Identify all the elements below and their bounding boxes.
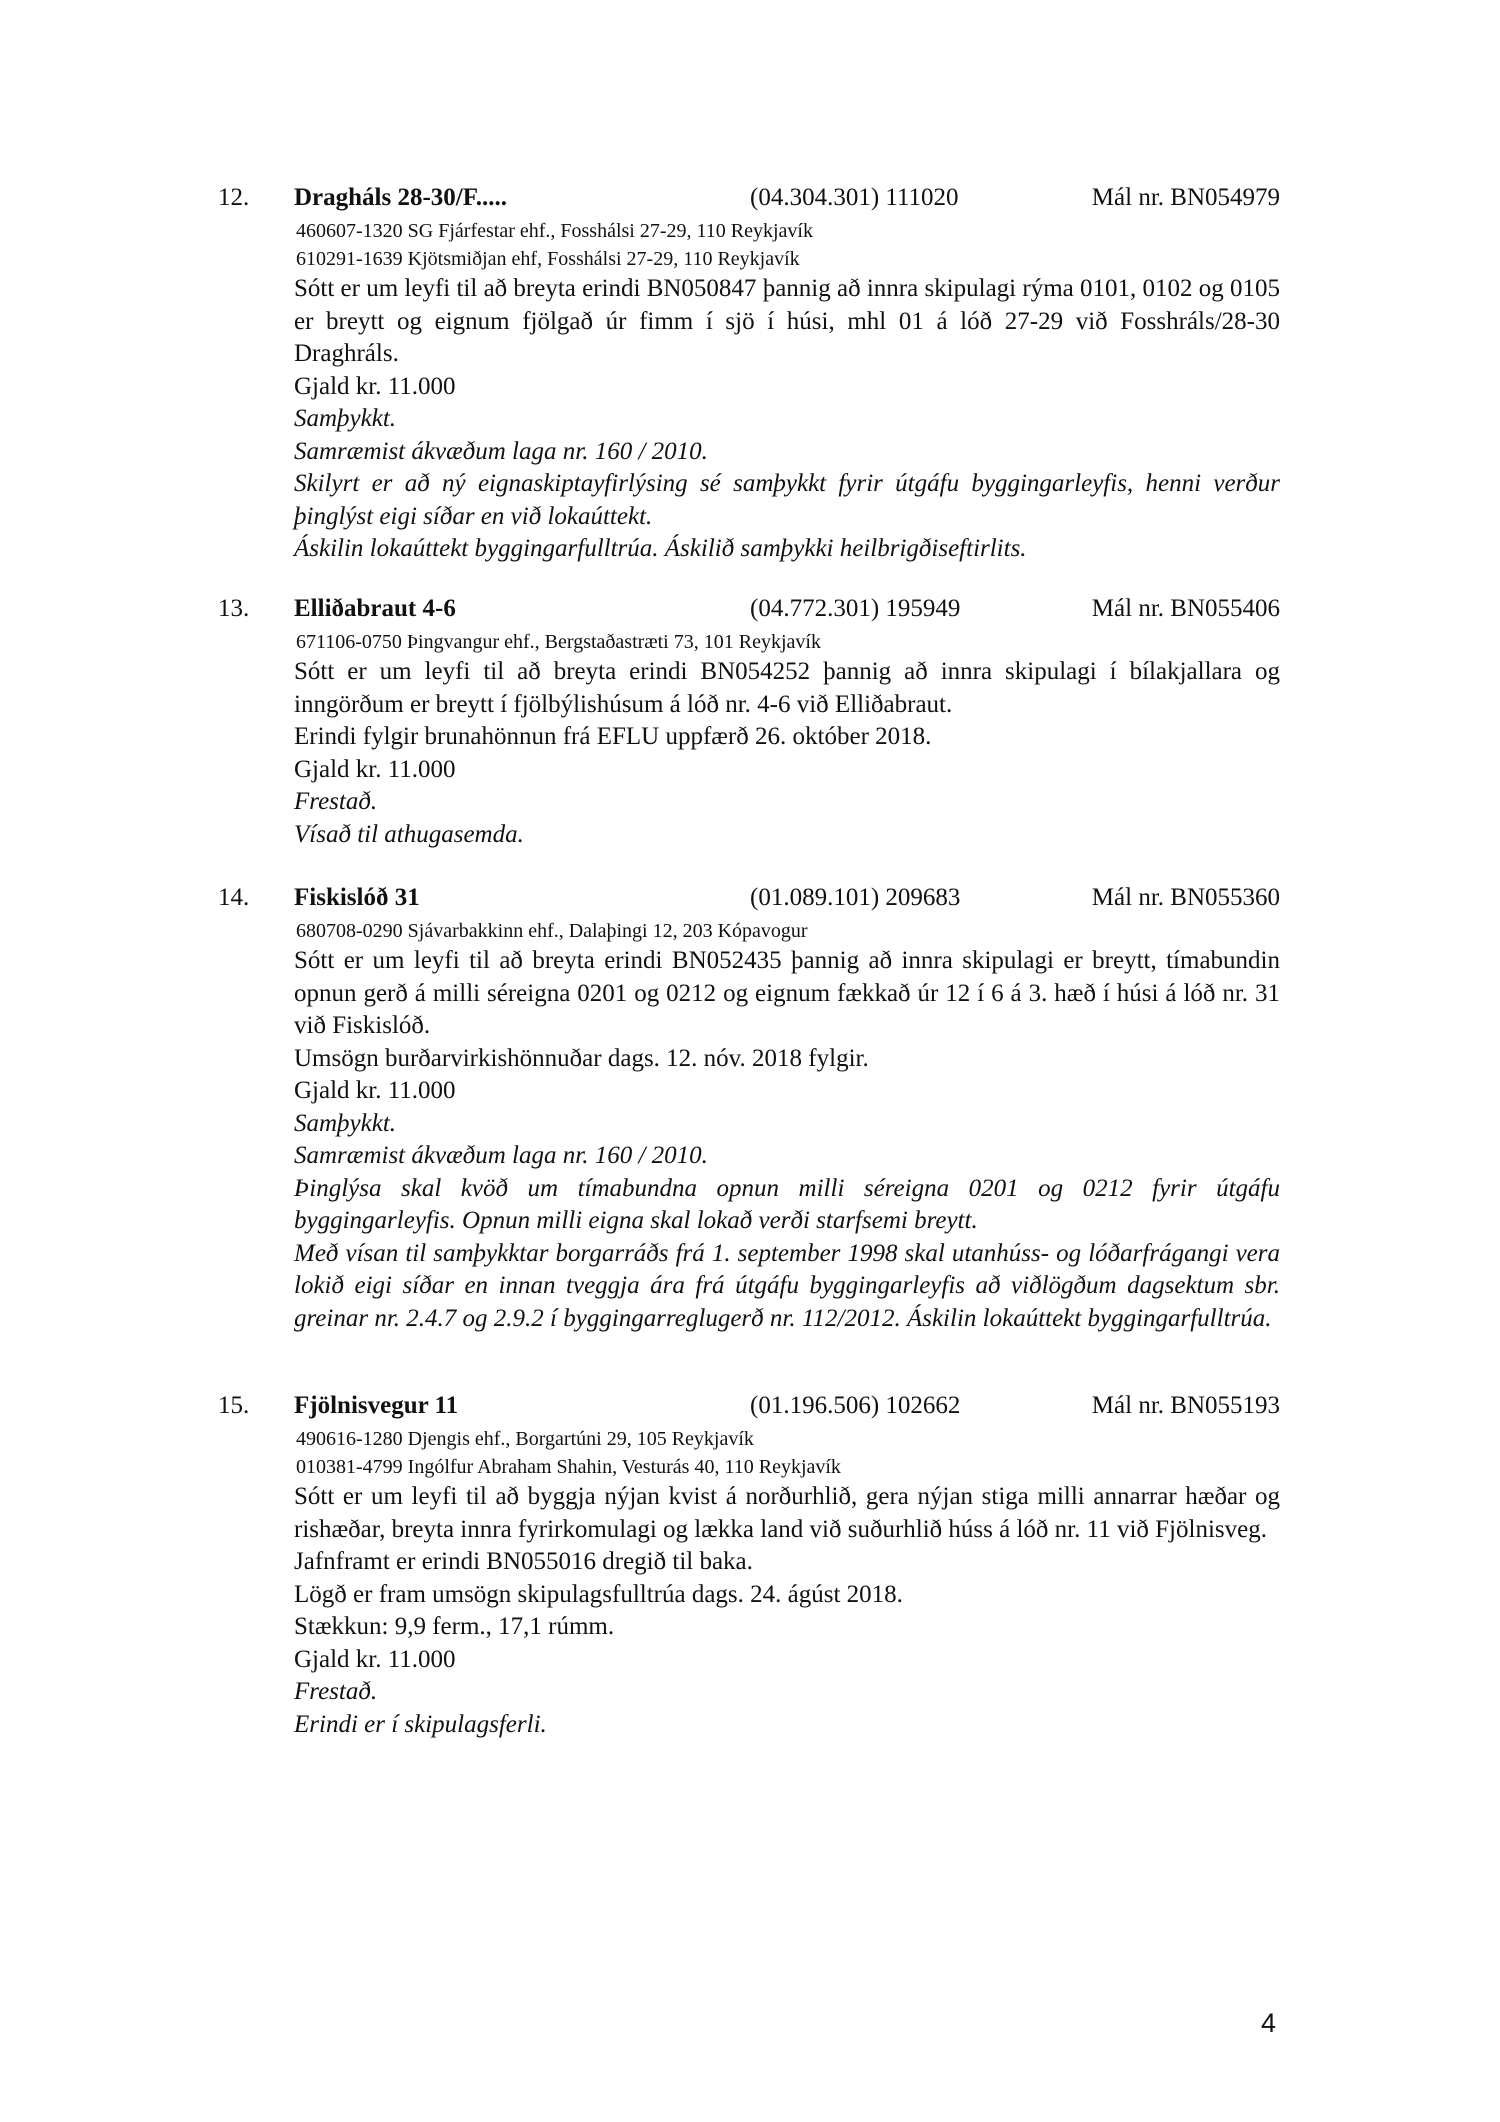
case-header bbox=[218, 879, 1280, 917]
item-number: 12. bbox=[218, 184, 250, 211]
property-code: (01.089.101) 209683 bbox=[750, 884, 961, 911]
decision: Samþykkt. bbox=[294, 405, 397, 432]
decision: Frestað. bbox=[294, 1678, 378, 1705]
case-number: Mál nr. BN055360 bbox=[1091, 884, 1280, 911]
decision: Samþykkt. bbox=[294, 1109, 397, 1137]
owner-line: 671106-0750 Þingvangur ehf., Bergstaðastræti 73, 101 Reykjavík bbox=[296, 631, 821, 653]
note: Stækkun: 9,9 ferm., 17,1 rúmm. bbox=[294, 1613, 615, 1640]
item-title: Fjölnisvegur 11 bbox=[294, 1392, 459, 1419]
case-number: Mál nr. BN055193 bbox=[1091, 1392, 1280, 1419]
fee: Gjald kr. 11.000 bbox=[294, 1645, 456, 1673]
owner-line: 680708-0290 Sjávarbakkinn ehf., Dalaþingi 12, 203 Kópavogur bbox=[296, 920, 808, 942]
case-item bbox=[218, 1387, 1280, 1741]
description: Sótt er um leyfi til að byggja nýjan kvist á norðurhlið, gera nýjan stiga milli annarrar hæðar og rishæðar, breyta innra fyrirkomulagi og lækka land við suðurhlið húss á lóð nr. 11 við Fjölnisveg. bbox=[294, 1483, 1280, 1543]
description: Sótt er um leyfi til að breyta erindi BN054252 þannig að innra skipulagi í bílakjallara og inngörðum er breytt í fjölbýlishúsum á lóð nr. 4-6 við Elliðabraut. bbox=[294, 658, 1280, 718]
fee: Gjald kr. 11.000 bbox=[294, 372, 456, 400]
case-item bbox=[218, 879, 1280, 1335]
property-code: (01.196.506) 102662 bbox=[750, 1392, 961, 1419]
note: Umsögn burðarvirkishönnuðar dags. 12. nóv. 2018 fylgir. bbox=[294, 1044, 869, 1072]
decision: Frestað. bbox=[294, 788, 378, 815]
note: Lögð er fram umsögn skipulagsfulltrúa dags. 24. ágúst 2018. bbox=[294, 1580, 903, 1608]
item-title: Fiskislóð 31 bbox=[294, 884, 420, 911]
decision: Erindi er í skipulagsferli. bbox=[294, 1710, 547, 1738]
case-number: Mál nr. BN055406 bbox=[1091, 595, 1280, 622]
case-item bbox=[218, 590, 1280, 851]
fee: Gjald kr. 11.000 bbox=[294, 1077, 456, 1104]
note: Erindi fylgir brunahönnun frá EFLU uppfærð 26. október 2018. bbox=[294, 723, 932, 750]
owner-line: 490616-1280 Djengis ehf., Borgartúni 29, 105 Reykjavík bbox=[296, 1428, 754, 1450]
fee: Gjald kr. 11.000 bbox=[294, 755, 456, 783]
decision: Skilyrt er að ný eignaskiptayfirlýsing sé samþykkt fyrir útgáfu byggingarleyfis, henni verður þinglýst eigi síðar en við lokaúttekt. bbox=[294, 470, 1280, 530]
decision: Með vísan til samþykktar borgarráðs frá 1. september 1998 skal utanhúss- og lóðarfrágangi vera lokið eigi síðar en innan tveggja ára frá útgáfu byggingarleyfis að viðlögðum dagsektum sbr. greinar nr. 2.4.7 og 2.9.2 í byggingarreglugerð nr. 112/2012. Áskilin lokaúttekt byggingarfulltrúa. bbox=[294, 1239, 1280, 1332]
case-header bbox=[218, 1387, 1280, 1425]
item-title: Dragháls 28-30/F..... bbox=[294, 184, 507, 211]
description: Sótt er um leyfi til að breyta erindi BN050847 þannig að innra skipulagi rýma 0101, 0102 og 0105 er breytt og eignum fjölgað úr fimm í sjö í húsi, mhl 01 á lóð 27-29 við Fosshráls/28-30 Draghráls. bbox=[294, 275, 1280, 367]
owner-line: 610291-1639 Kjötsmiðjan ehf, Fosshálsi 27-29, 110 Reykjavík bbox=[296, 248, 800, 270]
case-item bbox=[218, 179, 1280, 566]
decision: Þinglýsa skal kvöð um tímabundna opnun milli séreigna 0201 og 0212 fyrir útgáfu byggingarleyfis. Opnun milli eigna skal lokað verði starfsemi breytt. bbox=[294, 1174, 1280, 1234]
case-number: Mál nr. BN054979 bbox=[1091, 184, 1280, 211]
property-code: (04.304.301) 111020 bbox=[750, 184, 959, 211]
item-title: Elliðabraut 4-6 bbox=[294, 595, 456, 622]
case-header bbox=[218, 179, 1280, 217]
case-header bbox=[218, 590, 1280, 628]
decision: Samræmist ákvæðum laga nr. 160 / 2010. bbox=[294, 1142, 708, 1169]
item-number: 14. bbox=[218, 884, 250, 911]
page-number: 4 bbox=[1261, 2008, 1277, 2038]
owner-line: 460607-1320 SG Fjárfestar ehf., Fosshálsi 27-29, 110 Reykjavík bbox=[296, 220, 813, 242]
item-number: 15. bbox=[218, 1392, 250, 1419]
description: Sótt er um leyfi til að breyta erindi BN052435 þannig að innra skipulagi er breytt, tímabundin opnun gerð á milli séreigna 0201 og 0212 og eignum fækkað úr 12 í 6 á 3. hæð í húsi á lóð nr. 31 við Fiskislóð. bbox=[294, 947, 1280, 1039]
decision: Áskilin lokaúttekt byggingarfulltrúa. Áskilið samþykki heilbrigðiseftirlits. bbox=[294, 535, 1027, 562]
decision: Vísað til athugasemda. bbox=[294, 820, 524, 848]
note: Jafnframt er erindi BN055016 dregið til baka. bbox=[294, 1548, 753, 1575]
decision: Samræmist ákvæðum laga nr. 160 / 2010. bbox=[294, 437, 708, 465]
owner-line: 010381-4799 Ingólfur Abraham Shahin, Vesturás 40, 110 Reykjavík bbox=[296, 1456, 841, 1478]
property-code: (04.772.301) 195949 bbox=[750, 595, 961, 622]
item-number: 13. bbox=[218, 595, 250, 622]
